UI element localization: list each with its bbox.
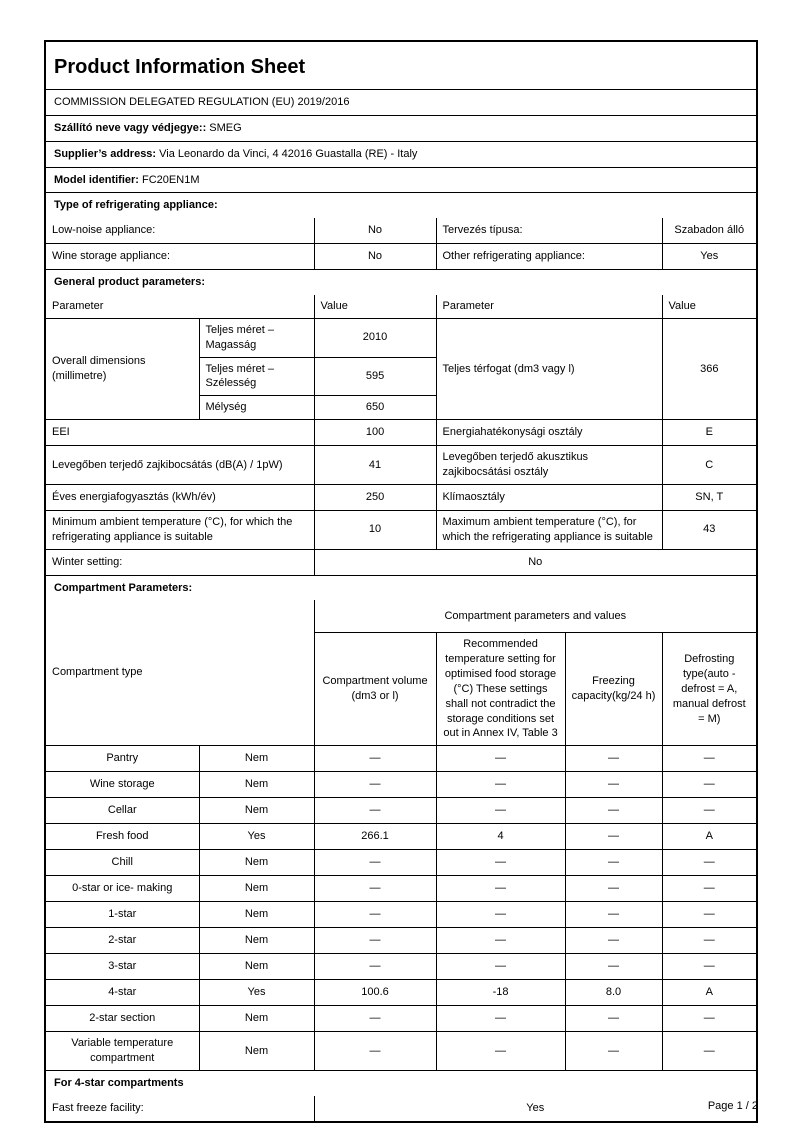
title-block [46,42,756,89]
param-value: 10 [314,510,436,549]
table-row [46,244,756,270]
param-label: Minimum ambient temperature (°C), for which the refrigerating appliance is suitable [46,510,314,549]
compartment-type-cell: 3-star [46,954,199,980]
param-value: SN, T [662,484,756,510]
compartment-temp-cell: — [436,928,565,954]
compartment-volume-cell: — [314,954,436,980]
compartment-present-cell: Yes [199,824,314,850]
compartment-row [46,928,756,954]
compartment-temp-cell: — [436,954,565,980]
model-identifier-value: FC20EN1M [142,173,200,186]
appliance-type-table [46,218,756,269]
page-number: Page 1 / 2 [707,1100,758,1113]
table-row [46,318,756,357]
compartment-defrost-cell: — [662,876,756,902]
winter-setting-label: Winter setting: [46,549,314,575]
compartment-volume-cell: — [314,772,436,798]
param-value: No [314,218,436,244]
compartment-type-cell: 2-star section [46,1006,199,1032]
total-volume-label: Teljes térfogat (dm3 vagy l) [436,318,662,419]
model-identifier-label: Model identifier: [54,173,139,186]
compartment-present-cell: Nem [199,746,314,772]
compartment-freeze-cell: 8.0 [565,980,662,1006]
supplier-address-label: Supplier’s address: [54,147,157,160]
compartment-volume-cell: 100.6 [314,980,436,1006]
table-header-row [46,600,756,633]
fast-freeze-label: Fast freeze facility: [46,1096,314,1121]
fast-freeze-row [46,1096,756,1121]
compartment-volume-cell: — [314,1032,436,1070]
compartment-volume-cell: — [314,1006,436,1032]
compartment-freeze-cell: — [565,876,662,902]
dimensions-label: Overall dimensions (millimetre) [46,318,199,419]
compartment-freeze-cell: — [565,902,662,928]
supplier-address-value: Via Leonardo da Vinci, 4 42016 Guastalla (RE) - Italy [159,147,418,160]
compartment-defrost-cell: — [662,1032,756,1070]
param-label: Low-noise appliance: [46,218,314,244]
compartment-present-cell: Nem [199,798,314,824]
compartment-freeze-cell: — [565,798,662,824]
param-label: Klímaosztály [436,484,662,510]
compartment-row [46,902,756,928]
compartment-type-cell: 2-star [46,928,199,954]
column-header: Value [314,295,436,318]
compartment-type-cell: Fresh food [46,824,199,850]
compartment-defrost-cell: A [662,824,756,850]
compartment-temp-cell: — [436,850,565,876]
column-header: Freezing capacity(kg/24 h) [565,633,662,746]
dimension-sub-label: Mélység [199,396,314,420]
compartment-temp-cell: — [436,1006,565,1032]
param-value: 41 [314,446,436,485]
compartment-type-cell: Chill [46,850,199,876]
column-header: Value [662,295,756,318]
compartment-volume-cell: — [314,850,436,876]
param-value: E [662,420,756,446]
dimension-value: 2010 [314,318,436,357]
compartment-row [46,1006,756,1032]
compartment-defrost-cell: — [662,928,756,954]
compartment-type-cell: 0-star or ice- making [46,876,199,902]
compartment-parameters-table [46,600,756,1070]
compartment-defrost-cell: — [662,772,756,798]
column-header: Defrosting type(auto - defrost = A, manual defrost = M) [662,633,756,746]
column-header: Compartment volume (dm3 or l) [314,633,436,746]
compartment-present-cell: Nem [199,850,314,876]
dimension-value: 650 [314,396,436,420]
compartment-type-cell: 1-star [46,902,199,928]
compartment-type-cell: Cellar [46,798,199,824]
compartment-present-cell: Nem [199,876,314,902]
compartment-freeze-cell: — [565,1006,662,1032]
fast-freeze-value: Yes [314,1096,756,1121]
compartment-volume-cell: — [314,746,436,772]
supplier-address-row [46,141,756,167]
compartment-temp-cell: — [436,902,565,928]
compartment-type-cell: 4-star [46,980,199,1006]
param-label: Tervezés típusa: [436,218,662,244]
param-label: Energiahatékonysági osztály [436,420,662,446]
param-value: Yes [662,244,756,270]
type-section-header: Type of refrigerating appliance: [46,192,756,218]
compartment-temp-cell: -18 [436,980,565,1006]
compartment-present-cell: Nem [199,954,314,980]
compartment-defrost-cell: — [662,954,756,980]
compartment-temp-cell: 4 [436,824,565,850]
general-parameters-table [46,295,756,574]
param-value: No [314,244,436,270]
compartment-temp-cell: — [436,1032,565,1070]
compartment-freeze-cell: — [565,824,662,850]
total-volume-value: 366 [662,318,756,419]
param-value: C [662,446,756,485]
table-row [46,446,756,485]
compartment-row [46,954,756,980]
compartment-row [46,746,756,772]
compartment-freeze-cell: — [565,772,662,798]
general-section-header: General product parameters: [46,269,756,295]
compartment-volume-cell: — [314,876,436,902]
table-row [46,218,756,244]
fast-freeze-table [46,1096,756,1121]
compartment-present-cell: Yes [199,980,314,1006]
param-label: EEI [46,420,314,446]
dimension-sub-label: Teljes méret – Szélesség [199,357,314,396]
compartment-freeze-cell: — [565,746,662,772]
param-label: Other refrigerating appliance: [436,244,662,270]
compartment-volume-cell: 266.1 [314,824,436,850]
param-label: Maximum ambient temperature (°C), for which the refrigerating appliance is suitable [436,510,662,549]
param-label: Wine storage appliance: [46,244,314,270]
winter-setting-value: No [314,549,756,575]
page-title: Product Information Sheet [54,56,306,78]
table-row [46,510,756,549]
compartment-defrost-cell: A [662,980,756,1006]
param-value: 250 [314,484,436,510]
product-sheet-container [44,40,758,1123]
compartment-row [46,824,756,850]
compartment-defrost-cell: — [662,798,756,824]
compartment-row [46,850,756,876]
supplier-name-label: Szállító neve vagy védjegye:: [54,121,207,134]
winter-setting-row [46,549,756,575]
compartment-volume-cell: — [314,928,436,954]
table-header-row [46,295,756,318]
compartment-type-cell: Wine storage [46,772,199,798]
compartment-defrost-cell: — [662,850,756,876]
table-row [46,420,756,446]
param-value: Szabadon álló [662,218,756,244]
compartment-volume-cell: — [314,798,436,824]
compartment-row [46,798,756,824]
column-header: Parameter [436,295,662,318]
compartment-row [46,876,756,902]
compartment-defrost-cell: — [662,902,756,928]
compartment-temp-cell: — [436,798,565,824]
param-value: 100 [314,420,436,446]
compartment-type-header: Compartment type [46,600,314,745]
compartment-defrost-cell: — [662,1006,756,1032]
dimension-sub-label: Teljes méret – Magasság [199,318,314,357]
compartment-present-cell: Nem [199,772,314,798]
regulation-text: COMMISSION DELEGATED REGULATION (EU) 2019/2016 [54,96,350,108]
compartment-present-cell: Nem [199,1032,314,1070]
compartment-defrost-cell: — [662,746,756,772]
param-value: 43 [662,510,756,549]
compartment-temp-cell: — [436,876,565,902]
model-identifier-row [46,167,756,193]
compartment-freeze-cell: — [565,928,662,954]
compartment-freeze-cell: — [565,850,662,876]
param-label: Levegőben terjedő zajkibocsátás (dB(A) / 1pW) [46,446,314,485]
compartment-row [46,1032,756,1070]
compartment-temp-cell: — [436,772,565,798]
compartment-row [46,772,756,798]
compartment-section-header: Compartment Parameters: [46,575,756,601]
compartment-freeze-cell: — [565,954,662,980]
compartment-freeze-cell: — [565,1032,662,1070]
table-row [46,484,756,510]
compartment-temp-cell: — [436,746,565,772]
compartment-present-cell: Nem [199,928,314,954]
supplier-name-row [46,115,756,141]
compartment-type-cell: Pantry [46,746,199,772]
compartment-present-cell: Nem [199,1006,314,1032]
param-label: Éves energiafogyasztás (kWh/év) [46,484,314,510]
compartment-row [46,980,756,1006]
compartment-volume-cell: — [314,902,436,928]
column-header: Recommended temperature setting for optimised food storage (°C) These settings shall not contradict the storage conditions set out in Annex IV, Table 3 [436,633,565,746]
supplier-name-value: SMEG [209,121,242,134]
regulation-line [46,89,756,115]
column-header: Parameter [46,295,314,318]
dimension-value: 595 [314,357,436,396]
param-label: Levegőben terjedő akusztikus zajkibocsátási osztály [436,446,662,485]
compartment-present-cell: Nem [199,902,314,928]
compartment-group-header: Compartment parameters and values [314,600,756,633]
four-star-section-header: For 4-star compartments [46,1070,756,1096]
compartment-type-cell: Variable temperature compartment [46,1032,199,1070]
